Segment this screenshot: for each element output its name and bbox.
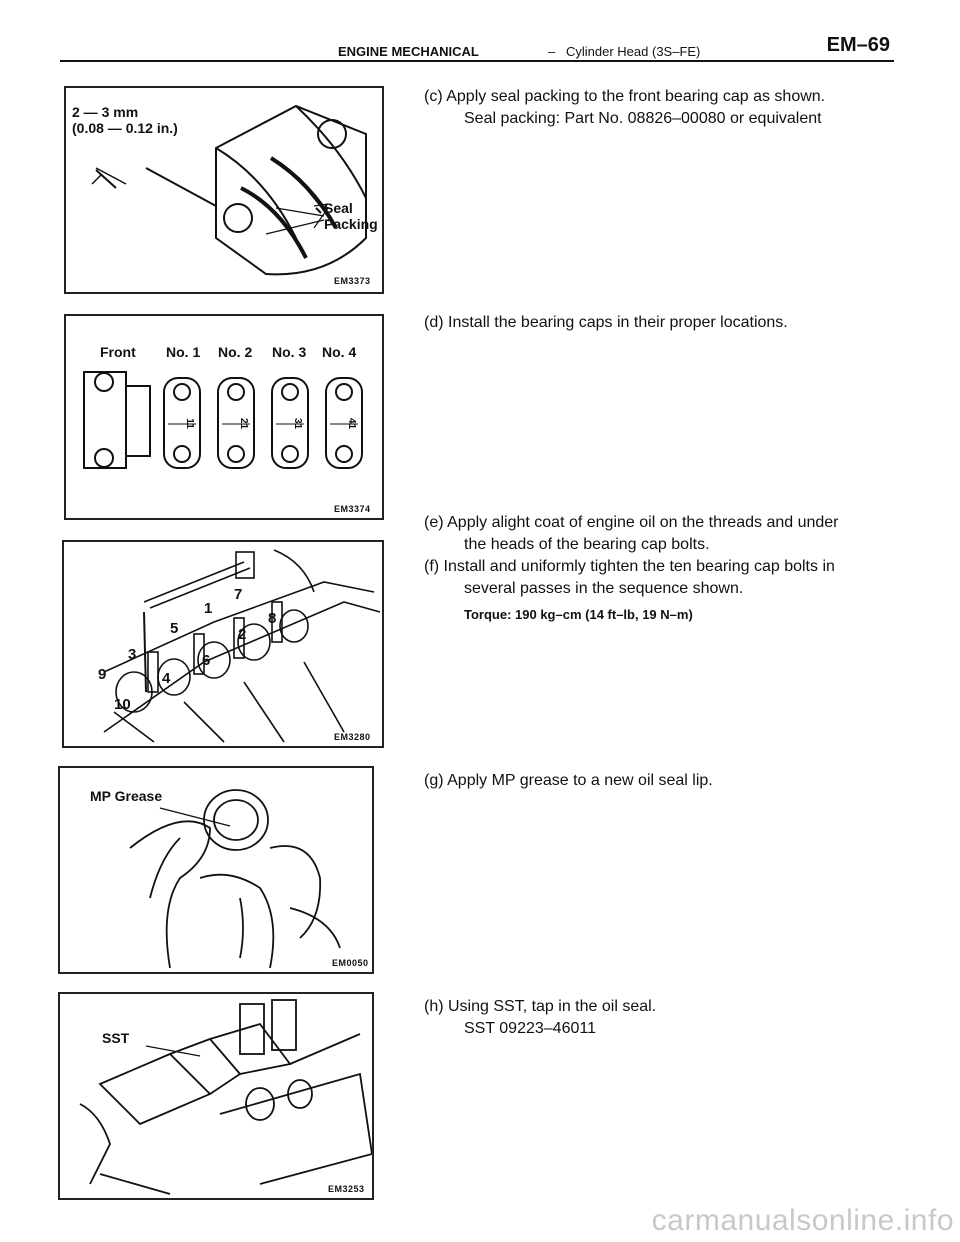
figure-code: EM0050 <box>332 958 369 968</box>
step-c-text: (c) Apply seal packing to the front bearing cap as shown. <box>424 88 826 105</box>
sst-seal-installer-illustration <box>60 994 372 1198</box>
header-rule <box>60 60 894 62</box>
sequence-1: 1 <box>204 600 213 617</box>
sequence-7: 7 <box>234 586 243 603</box>
figure-mp-grease <box>58 766 374 974</box>
sequence-2: 2 <box>238 626 247 643</box>
cap-mark-1: 11 <box>183 418 195 429</box>
header-separator: – <box>548 44 556 59</box>
cap-no1-label: No. 1 <box>166 344 201 360</box>
cap-mark-3: 31 <box>292 417 304 430</box>
torque-spec: Torque: 190 kg–cm (14 ft–lb, 19 N–m) <box>464 607 693 622</box>
sequence-5: 5 <box>170 620 179 637</box>
mp-grease-label: MP Grease <box>90 788 163 804</box>
sequence-3: 3 <box>128 646 137 663</box>
page-header <box>60 34 894 62</box>
cap-mark-2: 21 <box>238 417 250 430</box>
sequence-8: 8 <box>268 610 277 627</box>
section-title: ENGINE MECHANICAL <box>338 44 479 59</box>
seal-packing-label <box>324 200 378 232</box>
figure-code: EM3280 <box>334 732 371 742</box>
section-subtitle: Cylinder Head (3S–FE) <box>566 44 701 59</box>
step-f <box>424 556 894 626</box>
step-h <box>424 996 894 1040</box>
figure-bearing-caps <box>64 314 384 520</box>
cap-no4-label: No. 4 <box>322 344 357 360</box>
step-c <box>424 86 894 130</box>
step-f-text-2: several passes in the sequence shown. <box>464 580 744 597</box>
sequence-9: 9 <box>98 666 107 683</box>
cap-mark-4: 41 <box>346 417 358 430</box>
step-d <box>424 312 894 334</box>
figure-code: EM3253 <box>328 1184 365 1194</box>
dimension-mm: 2 — 3 mm <box>72 104 139 120</box>
step-e-text-2: the heads of the bearing cap bolts. <box>464 536 710 553</box>
step-f-text: (f) Install and uniformly tighten the ten bearing cap bolts in <box>424 558 835 575</box>
step-d-text: (d) Install the bearing caps in their proper locations. <box>424 314 788 331</box>
packing-label: Packing <box>324 216 378 232</box>
step-g-text: (g) Apply MP grease to a new oil seal lip. <box>424 772 713 789</box>
figure-code: EM3374 <box>334 504 371 514</box>
figure-sst <box>58 992 374 1200</box>
figure-tightening-sequence <box>62 540 384 748</box>
dimension-label <box>72 104 178 136</box>
cap-no2-label: No. 2 <box>218 344 253 360</box>
cap-no3-label: No. 3 <box>272 344 307 360</box>
watermark: carmanualsonline.info <box>651 1204 954 1237</box>
page-number: EM–69 <box>826 34 890 56</box>
step-e <box>424 512 894 556</box>
sst-label: SST <box>102 1030 130 1046</box>
sequence-10: 10 <box>114 696 131 713</box>
figure-code: EM3373 <box>334 276 371 286</box>
step-h-sst: SST 09223–46011 <box>464 1020 596 1037</box>
step-g <box>424 770 894 792</box>
seal-label: Seal <box>324 200 353 216</box>
step-c-spec: Seal packing: Part No. 08826–00080 or equivalent <box>464 110 822 127</box>
dimension-in: (0.08 — 0.12 in.) <box>72 120 178 136</box>
sequence-6: 6 <box>202 652 211 669</box>
step-e-text: (e) Apply alight coat of engine oil on the threads and under <box>424 514 839 531</box>
figure-seal-packing <box>64 86 384 294</box>
step-h-text: (h) Using SST, tap in the oil seal. <box>424 998 657 1015</box>
sequence-4: 4 <box>162 670 171 687</box>
front-label: Front <box>100 344 136 360</box>
cylinder-head-illustration <box>64 542 382 746</box>
